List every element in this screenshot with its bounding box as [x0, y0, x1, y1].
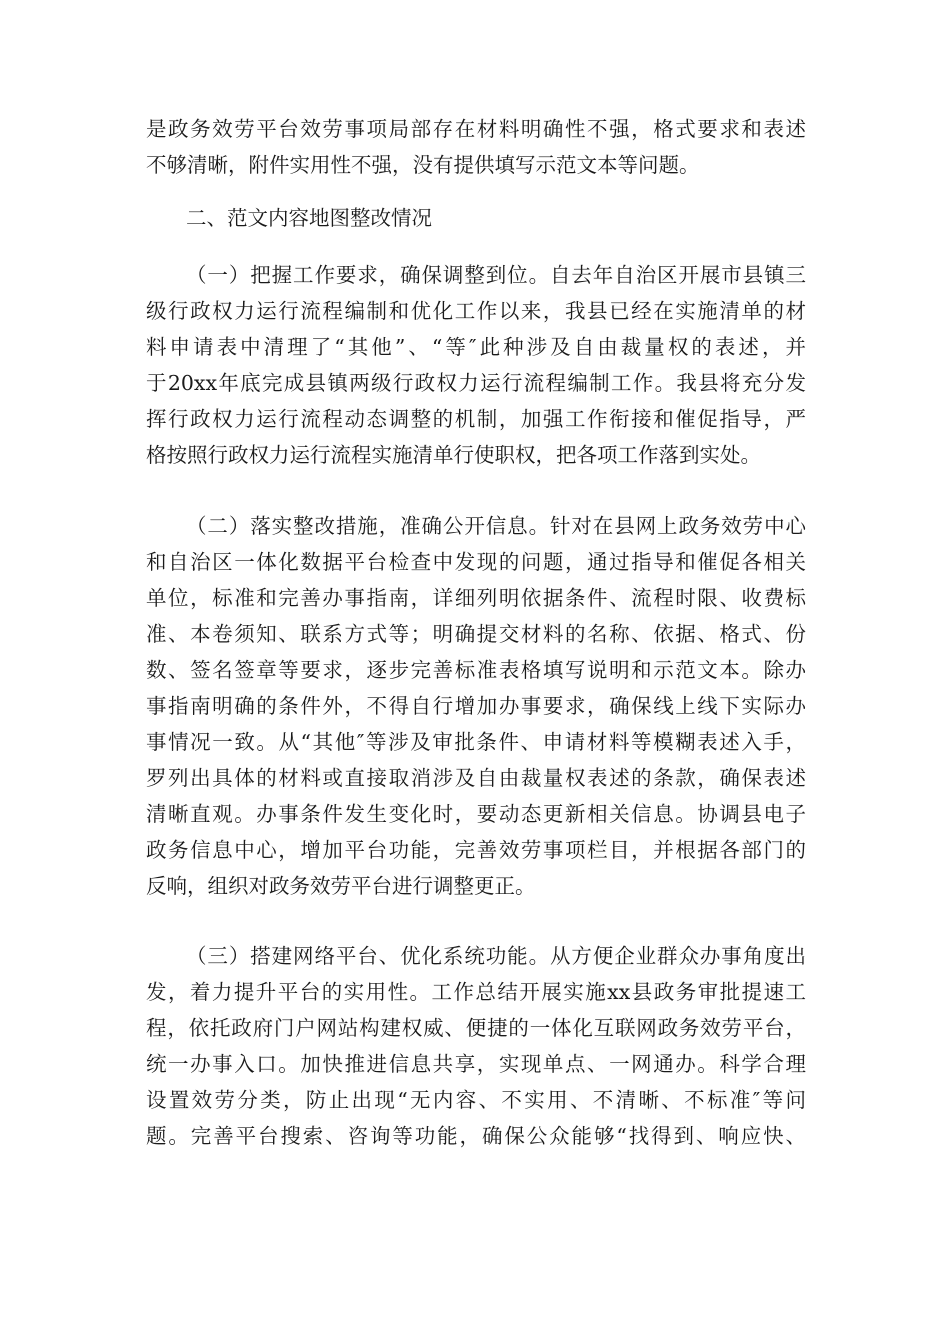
paragraph-3	[146, 938, 806, 1154]
text-line: 政务信息中心，增加平台功能，完善效劳事项栏目，并根据各部门的	[146, 838, 806, 862]
text-line: 不够清晰，附件实用性不强，没有提供填写示范文本等问题。	[146, 153, 700, 177]
paragraph-continuation	[146, 111, 806, 183]
text-line: 题。完善平台搜索、咨询等功能，确保公众能够“找得到、响应快、	[146, 1124, 806, 1148]
text-line: 挥行政权力运行流程动态调整的机制，加强工作衔接和催促指导，严	[146, 407, 806, 431]
text-line: 于20xx年底完成县镇两级行政权力运行流程编制工作。我县将充分发	[146, 371, 806, 395]
text-line: 程，依托政府门户网站构建权威、便捷的一体化互联网政务效劳平台，	[146, 1016, 806, 1040]
text-line: 事情况一致。从“其他″等涉及审批条件、申请材料等模糊表述入手，	[146, 730, 806, 754]
text-line: 罗列出具体的材料或直接取消涉及自由裁量权表述的条款，确保表述	[146, 766, 806, 790]
text-line: 设置效劳分类，防止出现“无内容、不实用、不清晰、不标准″等问	[146, 1088, 806, 1112]
paragraph-1	[146, 257, 806, 473]
text-line: 二、范文内容地图整改情况	[186, 206, 432, 230]
text-line: 发，着力提升平台的实用性。工作总结开展实施xx县政务审批提速工	[146, 980, 806, 1004]
text-line: （一）把握工作要求，确保调整到位。自去年自治区开展市县镇三	[186, 263, 806, 287]
text-line: 是政务效劳平台效劳事项局部存在材料明确性不强，格式要求和表述	[146, 117, 806, 141]
text-line: 清晰直观。办事条件发生变化时，要动态更新相关信息。协调县电子	[146, 802, 806, 826]
text-line: 事指南明确的条件外，不得自行增加办事要求，确保线上线下实际办	[146, 694, 806, 718]
paragraph-2	[146, 508, 806, 904]
text-line: 单位，标准和完善办事指南，详细列明依据条件、流程时限、收费标	[146, 586, 806, 610]
text-line: 准、本卷须知、联系方式等；明确提交材料的名称、依据、格式、份	[146, 622, 806, 646]
section-heading	[146, 200, 806, 236]
text-line: 反响，组织对政务效劳平台进行调整更正。	[146, 874, 536, 898]
text-line: 料申请表中清理了“其他”、“等″此种涉及自由裁量权的表述，并	[146, 335, 806, 359]
text-line: 数、签名签章等要求，逐步完善标准表格填写说明和示范文本。除办	[146, 658, 806, 682]
text-line: （三）搭建网络平台、优化系统功能。从方便企业群众办事角度出	[186, 944, 806, 968]
text-line: 和自治区一体化数据平台检查中发现的问题，通过指导和催促各相关	[146, 550, 806, 574]
text-line: 统一办事入口。加快推进信息共享，实现单点、一网通办。科学合理	[146, 1052, 806, 1076]
text-line: 格按照行政权力运行流程实施清单行使职权，把各项工作落到实处。	[146, 443, 761, 467]
text-line: （二）落实整改措施，准确公开信息。针对在县网上政务效劳中心	[186, 514, 806, 538]
text-line: 级行政权力运行流程编制和优化工作以来，我县已经在实施清单的材	[146, 299, 806, 323]
